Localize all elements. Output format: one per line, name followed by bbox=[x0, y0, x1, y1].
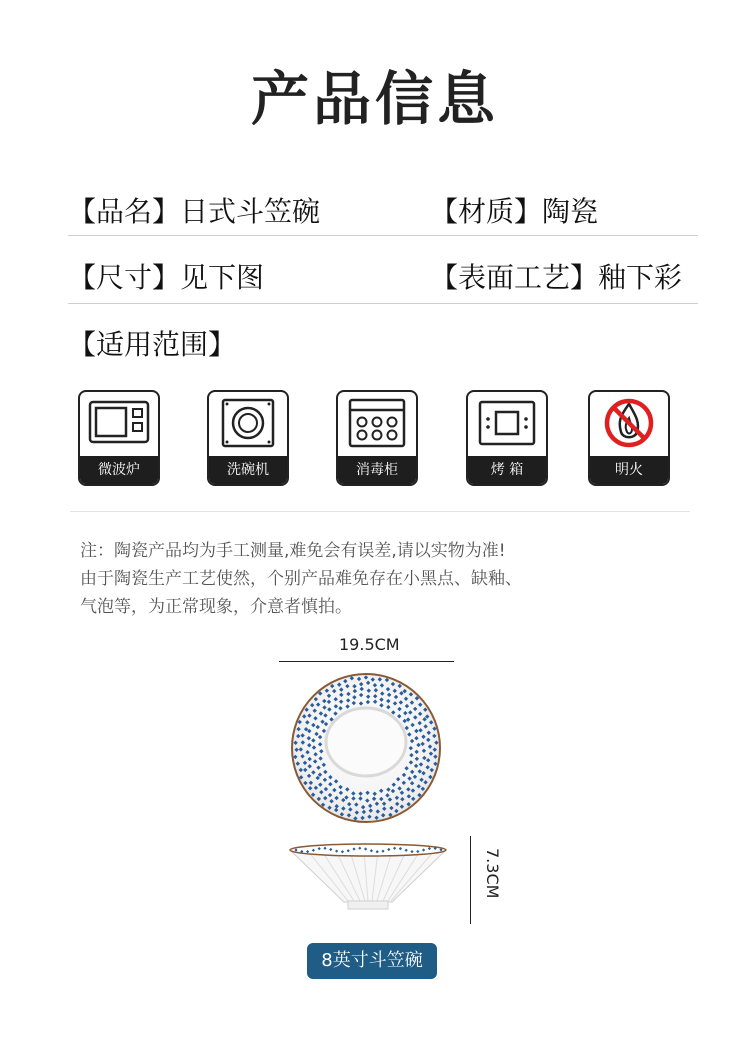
usage-icons bbox=[70, 390, 690, 485]
sterilizer-cabinet-icon bbox=[338, 392, 416, 454]
height-dimension-line bbox=[470, 836, 471, 924]
divider bbox=[68, 303, 698, 304]
usage-label: 明火 bbox=[590, 456, 668, 484]
microwave-card bbox=[78, 390, 160, 486]
disclaimer-note bbox=[80, 537, 700, 621]
no-open-flame-card bbox=[588, 390, 670, 486]
oven-card bbox=[466, 390, 548, 486]
divider bbox=[68, 235, 698, 236]
divider bbox=[70, 511, 690, 512]
dishwasher-card bbox=[207, 390, 289, 486]
width-dimension-label: 19.5CM bbox=[339, 635, 400, 654]
sterilizer-cabinet-card bbox=[336, 390, 418, 486]
product-size-badge: 8英寸斗笠碗 bbox=[307, 943, 437, 979]
info-row-1 bbox=[68, 176, 698, 236]
product-craft: 【表面工艺】釉下彩 bbox=[430, 261, 683, 294]
usage-label: 洗碗机 bbox=[209, 456, 287, 484]
height-dimension-label: 7.3CM bbox=[483, 848, 502, 899]
dishwasher-icon bbox=[209, 392, 287, 454]
product-size: 【尺寸】见下图 bbox=[68, 261, 265, 294]
usage-label: 消毒柜 bbox=[338, 456, 416, 484]
bowl-top-view-image bbox=[290, 672, 442, 824]
info-row-3 bbox=[68, 309, 698, 369]
no-open-flame-icon bbox=[590, 392, 668, 454]
usage-label: 烤 箱 bbox=[468, 456, 546, 484]
microwave-icon bbox=[80, 392, 158, 454]
product-usage: 【适用范围】 bbox=[68, 328, 237, 361]
product-name: 【品名】日式斗笠碗 bbox=[68, 195, 321, 228]
note-line: 注：陶瓷产品均为手工测量,难免会有误差,请以实物为准! bbox=[80, 541, 506, 561]
page-title: 产品信息 bbox=[250, 65, 499, 133]
info-row-2 bbox=[68, 242, 698, 302]
width-dimension-line bbox=[279, 661, 454, 662]
bowl-side-view-image bbox=[288, 838, 448, 916]
oven-icon bbox=[468, 392, 546, 454]
note-line: 由于陶瓷生产工艺使然，个别产品难免存在小黑点、缺釉、 bbox=[80, 569, 522, 589]
product-material: 【材质】陶瓷 bbox=[430, 195, 599, 228]
note-line: 气泡等，为正常现象，介意者慎拍。 bbox=[80, 597, 352, 617]
usage-label: 微波炉 bbox=[80, 456, 158, 484]
